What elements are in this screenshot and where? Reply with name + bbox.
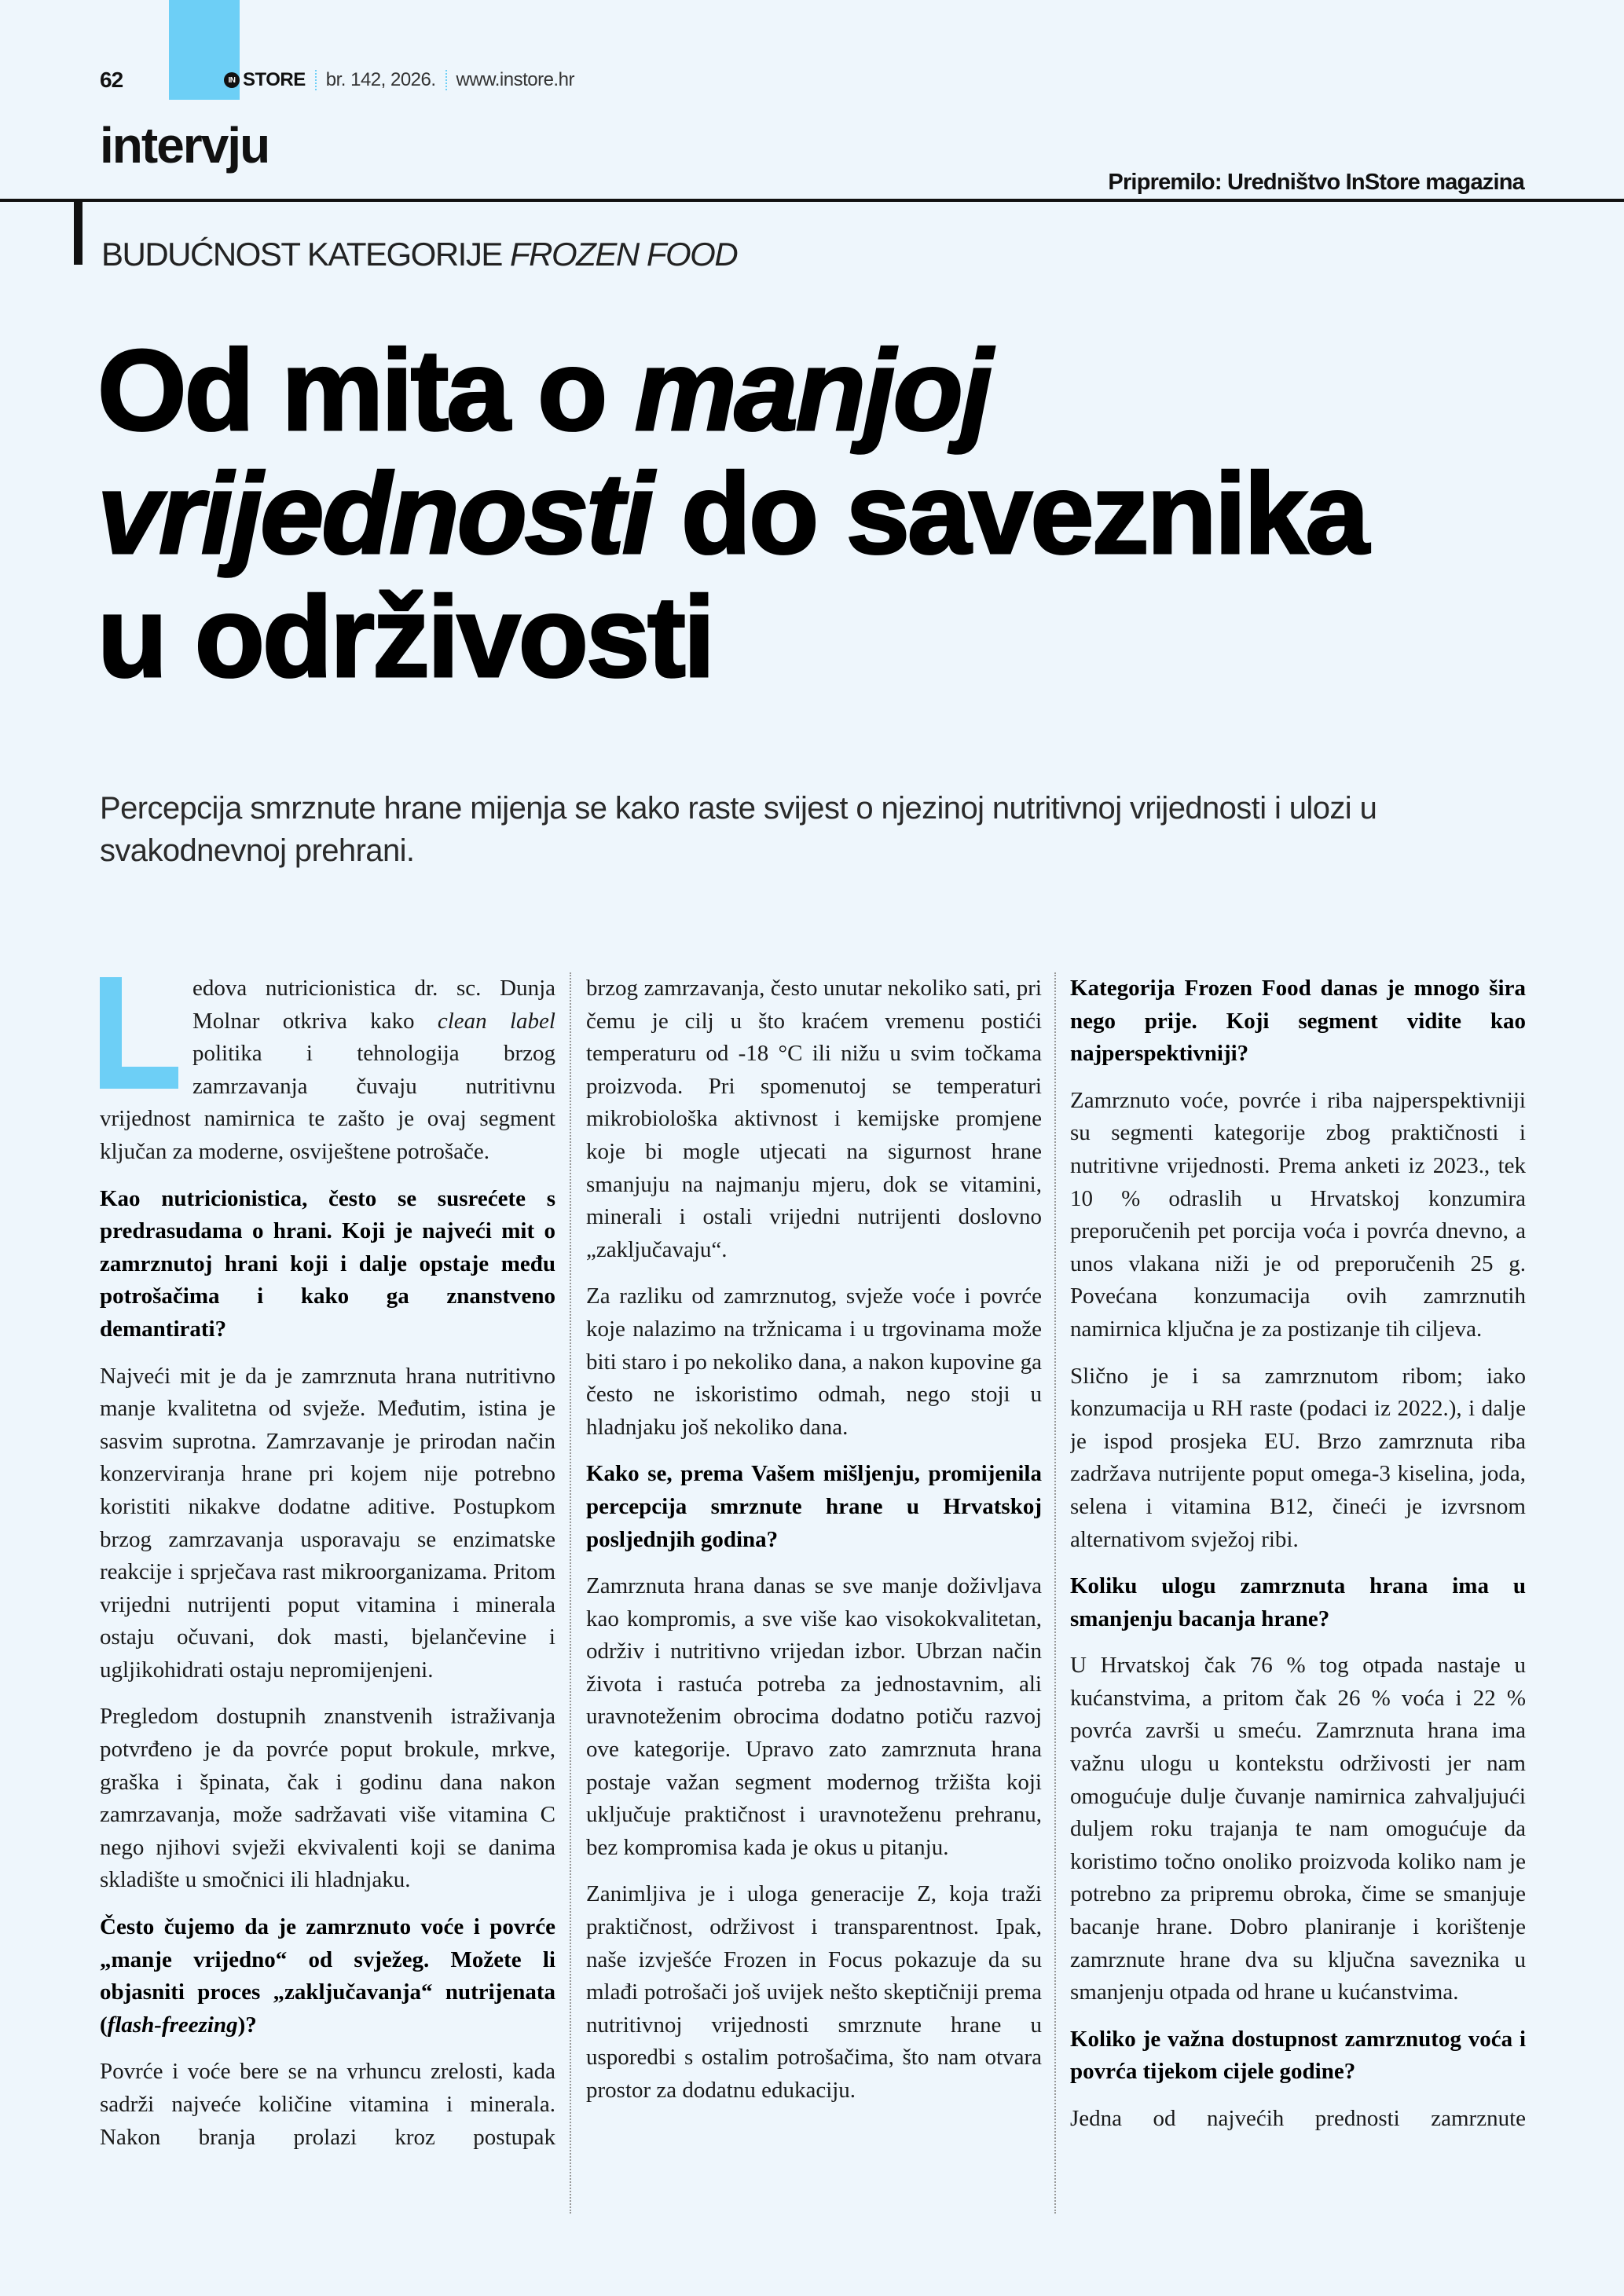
question: Kako se, prema Vašem mišljenju, promijenila percepcija smrznute hrane u Hrvatskoj posljednjih godina? bbox=[586, 1461, 1042, 1552]
question: Kao nutricionistica, često se susrećete s predrasudama o hrani. Koji je najveći mit o zamrznutoj hrani koji i dalje opstaje među potrošačima i kako ga znanstveno demantirati? bbox=[100, 1185, 555, 1342]
instore-logo bbox=[224, 69, 306, 91]
section-title: intervju bbox=[100, 117, 269, 174]
answer: Pregledom dostupnih znanstvenih istraživanja potvrđeno je da povrće poput brokule, mrkve, graška i špinata, čak i godinu dana nakon zamrzavanja, može sadržavati više vitamina C nego njihovi svježi ekvivalenti koji se danima skladište u smočnici ili hladnjaku. bbox=[100, 1704, 555, 1893]
author-credit: Pripremilo: Uredništvo InStore magazina bbox=[1108, 170, 1524, 195]
answer: Povrće i voće bere se na vrhuncu zrelosti, kada sadrži najveće količine vitamina i minerala. Nakon branja prolazi kroz postupak bbox=[100, 2059, 555, 2150]
headline-italic: manjoj bbox=[634, 326, 991, 454]
answer: Zamrznuta hrana danas se sve manje doživljava kao kompromis, a sve više kao visokokvalitetan, održiv i nutritivno vrijedan izbor. Ubrzan način života i rastuća potreba za jednostavnim, ali uravnoteženim obrocima dodatno potiču razvoj ove kategorije. Upravo zato zamrznuta hrana postaje važan segment modernog tržišta koji uključuje praktičnost i uravnoteženu prehranu, bez kompromisa kada je okus u pitanju. bbox=[586, 1573, 1042, 1860]
masthead bbox=[224, 69, 574, 91]
answer: Zanimljiva je i uloga generacije Z, koja traži praktičnost, održivost i transparentnost. Ipak, naše izvješće Frozen in Focus pokazuje da su mlađi potrošači još uvijek nešto skeptičniji prema nutritivnoj vrijednosti smrznute hrane u usporedbi s ostalim potrošačima, što nam otvara prostor za dodatnu edukaciju. bbox=[586, 1881, 1042, 2103]
kicker-text: BUDUĆNOST KATEGORIJE bbox=[101, 236, 511, 273]
answer: Jedna od najvećih prednosti zamrznute bbox=[1070, 2106, 1526, 2131]
headline bbox=[97, 326, 1575, 701]
question: Kategorija Frozen Food danas je mnogo šira nego prije. Koji segment vidite kao najperspektivniji? bbox=[1070, 976, 1526, 1067]
intro-italic: clean label bbox=[437, 1008, 555, 1034]
answer: U Hrvatskoj čak 76 % tog otpada nastaje u kućanstvima, a pritom čak 26 % voća i 22 % povrća završi u smeću. Zamrznuta hrana ima važnu ulogu u kontekstu održivosti jer nam omogućuje dulje čuvanje namirnica zahvaljujući duljem roku trajanja te nam omogućuje da koristimo točno onoliko proizvoda koliko nam je potrebno za pripremu obroka, čime se smanjuje bacanje hrane. Dobro planiranje i korištenje zamrznute hrane dva su ključna saveznika u smanjenju otpada od hrane u kućanstvima. bbox=[1070, 1653, 1526, 2005]
column-1 bbox=[100, 972, 555, 2214]
question-text: Često čujemo da je zamrznuto voće i povrće „manje vrijedno“ od svježeg. Možete li objasniti proces „zaključavanja“ nutrijenata ( bbox=[100, 1914, 555, 2038]
lead-paragraph: Percepcija smrznute hrane mijenja se kako raste svijest o njezinoj nutritivnoj vrijednosti i ulozi u svakodnevnoj prehrani. bbox=[100, 791, 1377, 868]
intro-text: politika i tehnologija brzog zamrzavanja čuvaju nutritivnu vrijednost namirnica te zašto je ovaj segment ključan za moderne, osviještene potrošače. bbox=[100, 1041, 555, 1164]
answer: brzog zamrzavanja, često unutar nekoliko sati, pri čemu je cilj u što kraćem vremenu postići temperaturu od -18 °C ili nižu u svim točkama proizvoda. Pri spomenutoj se temperaturi mikrobiološka aktivnost i kemijske promjene koje bi mogle utjecati na sigurnost hrane smanjuju na najmanju mjeru, dok se vitamini, minerali i ostali vrijedni nutrijenti doslovno „zaključavaju“. bbox=[586, 976, 1042, 1262]
column-divider bbox=[1054, 972, 1056, 2214]
kicker-italic: FROZEN FOOD bbox=[510, 236, 738, 273]
column-3 bbox=[1070, 972, 1526, 2214]
answer: Zamrznuto voće, povrće i riba najperspektivniji su segmenti kategorije zbog praktičnosti i nutritivne vrijednosti. Prema anketi iz 2023., tek 10 % odraslih u Hrvatskoj konzumira preporučenih pet porcija voća i povrća dnevno, a unos vlakana niži je od preporučenih 25 g. Povećana konzumacija ovih zamrznutih namirnica ključna je za postizanje tih ciljeva. bbox=[1070, 1087, 1526, 1342]
header-rule bbox=[0, 199, 1624, 202]
question: Koliko je važna dostupnost zamrznutog voća i povrća tijekom cijele godine? bbox=[1070, 2026, 1526, 2085]
divider bbox=[445, 70, 447, 90]
question: Koliku ulogu zamrznuta hrana ima u smanjenju bacanja hrane? bbox=[1070, 1573, 1526, 1631]
intro-paragraph bbox=[100, 972, 555, 1169]
column-divider bbox=[570, 972, 571, 2214]
answer: Najveći mit je da je zamrznuta hrana nutritivno manje kvalitetna od svježe. Međutim, istina je sasvim suprotna. Zamrzavanje je prirodan način konzerviranja hrane pri kojem nije potrebno koristiti nikakve dodatne aditive. Postupkom brzog zamrzavanja usporavaju se enzimatske reakcije i sprječava rast mikroorganizama. Pritom vrijedni nutrijenti poput vitamina i minerala ostaju očuvani, dok masti, bjelančevine i ugljikohidrati ostaju nepromijenjeni. bbox=[100, 1363, 555, 1683]
headline-italic: vrijednosti bbox=[97, 449, 652, 577]
issue-number: br. 142, 2026. bbox=[325, 69, 436, 90]
logo-text: STORE bbox=[243, 69, 306, 90]
answer: Slično je i sa zamrznutom ribom; iako konzumacija u RH raste (podaci iz 2022.), i dalje je ispod prosjeka EU. Brzo zamrznuta riba zadržava nutrijente poput omega-3 kiselina, joda, selena i vitamina B12, čineći je izvrsnom alternativom svježoj ribi. bbox=[1070, 1363, 1526, 1552]
divider bbox=[315, 70, 317, 90]
question bbox=[100, 1911, 555, 2041]
question-text: )? bbox=[237, 2012, 257, 2038]
logo-badge-icon: IN bbox=[224, 72, 240, 88]
headline-part: do saveznika bbox=[651, 449, 1367, 577]
intro-text: edova nutricionistica dr. sc. Dunja Molnar otkriva kako bbox=[192, 976, 555, 1034]
page-number: 62 bbox=[100, 68, 123, 92]
kicker bbox=[101, 236, 737, 273]
dropcap-l bbox=[100, 977, 180, 1089]
answer: Za razliku od zamrznutog, svježe voće i povrće koje nalazimo na tržnicama i u trgovinama može biti staro i po nekoliko dana, a nakon kupovine ga često ne iskoristimo odmah, nego stoji u hladnjaku još nekoliko dana. bbox=[586, 1283, 1042, 1440]
question-italic: flash-freezing bbox=[107, 2012, 238, 2038]
headline-part: u održivosti bbox=[97, 573, 713, 701]
kicker-bar bbox=[74, 199, 82, 265]
column-2 bbox=[586, 972, 1042, 2214]
website-link[interactable]: www.instore.hr bbox=[456, 69, 574, 90]
headline-part: Od mita o bbox=[97, 326, 635, 454]
